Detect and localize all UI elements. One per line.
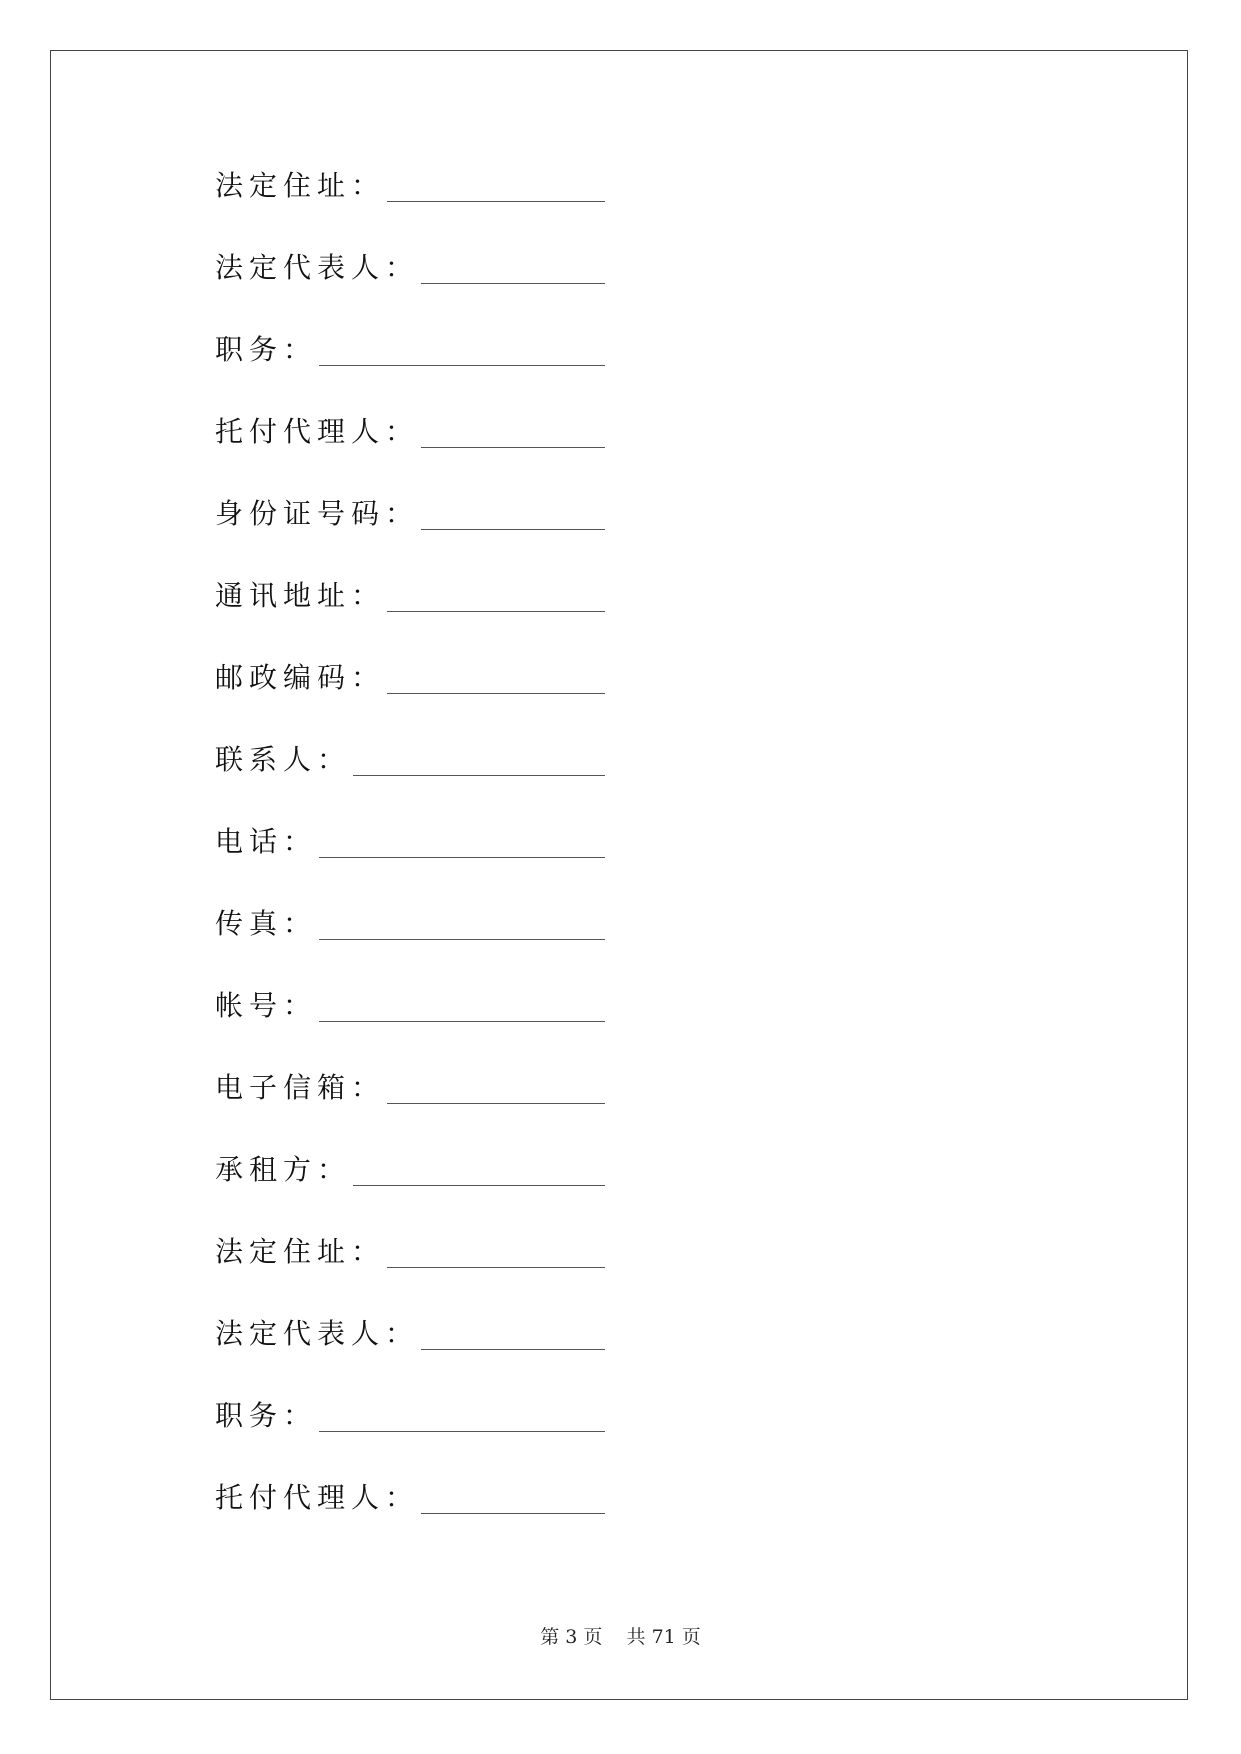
form-field-row [215, 1070, 605, 1152]
field-label: 帐号： [215, 989, 318, 1022]
field-label: 承租方： [215, 1153, 352, 1186]
blank-line [353, 775, 605, 776]
field-label: 身份证号码： [215, 497, 420, 530]
blank-line [387, 611, 605, 612]
page-number: 第 3 页 共 71 页 [540, 1626, 701, 1648]
form-field-row [215, 660, 605, 742]
form-field-row [215, 168, 605, 250]
field-label: 法定住址： [215, 1235, 386, 1268]
field-label: 托付代理人： [215, 1481, 420, 1514]
blank-line [319, 1431, 605, 1432]
field-label: 职务： [215, 333, 318, 366]
blank-line [353, 1185, 605, 1186]
field-label: 电子信箱： [215, 1071, 386, 1104]
blank-line [387, 693, 605, 694]
form-field-row [215, 1234, 605, 1316]
form-field-row [215, 414, 605, 496]
blank-line [387, 1103, 605, 1104]
blank-line [387, 201, 605, 202]
form-field-row [215, 1316, 605, 1398]
field-label: 电话： [215, 825, 318, 858]
form-field-row [215, 332, 605, 414]
form-field-row [215, 1152, 605, 1234]
field-label: 法定代表人： [215, 251, 420, 284]
form-field-row [215, 906, 605, 988]
form-field-row [215, 250, 605, 332]
field-label: 传真： [215, 907, 318, 940]
page-footer [0, 1622, 1241, 1649]
form-field-row [215, 1480, 605, 1562]
blank-line [319, 1021, 605, 1022]
field-label: 邮政编码： [215, 661, 386, 694]
form-field-row [215, 496, 605, 578]
field-label: 法定住址： [215, 169, 386, 202]
blank-line [421, 1349, 605, 1350]
field-label: 法定代表人： [215, 1317, 420, 1350]
field-label: 通讯地址： [215, 579, 386, 612]
blank-line [319, 365, 605, 366]
blank-line [421, 447, 605, 448]
form-field-row [215, 742, 605, 824]
form-field-row [215, 578, 605, 660]
form-field-row [215, 988, 605, 1070]
field-label: 托付代理人： [215, 415, 420, 448]
blank-line [421, 283, 605, 284]
field-label: 联系人： [215, 743, 352, 776]
form-field-row [215, 1398, 605, 1480]
blank-line [387, 1267, 605, 1268]
form-field-row [215, 824, 605, 906]
blank-line [319, 939, 605, 940]
blank-line [421, 1513, 605, 1514]
blank-line [421, 529, 605, 530]
blank-line [319, 857, 605, 858]
field-label: 职务： [215, 1399, 318, 1432]
form-field-list [215, 168, 605, 1562]
